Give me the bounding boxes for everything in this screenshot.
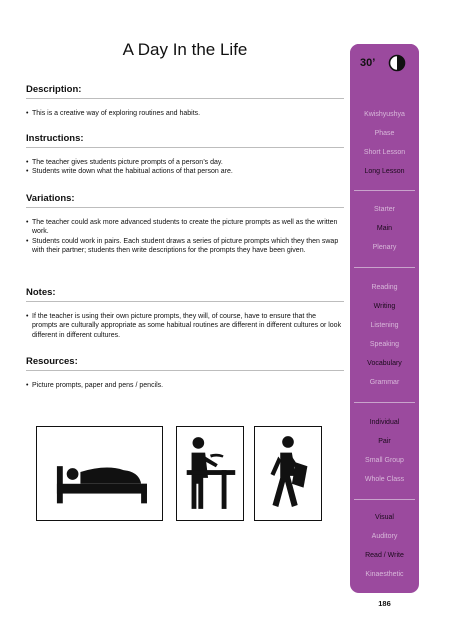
half-clock-icon [388,54,406,72]
variations-heading: Variations: [26,193,75,204]
person-eating-at-table-icon [177,427,243,520]
resources-divider [26,370,344,371]
sidebar-item-small-group: Small Group [365,457,404,464]
notes-divider [26,301,344,302]
person-walking-with-book-icon [255,427,321,520]
sidebar-item-reading: Reading [371,284,398,291]
sidebar-item-writing: Writing [373,303,396,310]
page-title: A Day In the Life [122,40,248,59]
sidebar-item-starter: Starter [373,206,395,213]
sidebar-item-whole-class: Whole Class [364,476,405,483]
lesson-sidebar [350,44,419,593]
picture-prompt-walk [254,426,322,521]
resources-item: • Picture prompts, paper and pens / pencils. [26,381,342,390]
sidebar-item-pair: Pair [378,438,391,445]
variations-item: • The teacher could ask more advanced students to create the picture prompts as well as the written work. [26,218,342,237]
person-sleeping-in-bed-icon [37,427,162,520]
picture-prompt-eat [176,426,244,521]
sidebar-item-grammar: Grammar [369,379,400,386]
sidebar-divider [354,190,415,191]
resources-list [26,381,342,390]
picture-prompt-sleep [36,426,163,521]
description-item: • This is a creative way of exploring routines and habits. [26,109,342,118]
description-heading: Description: [26,84,82,95]
description-list [26,109,342,118]
instructions-item: • The teacher gives students picture prompts of a person’s day. [26,158,342,167]
sidebar-item-individual: Individual [369,419,400,426]
sidebar-divider [354,499,415,500]
instructions-item: • Students write down what the habitual actions of that person are. [26,167,342,176]
notes-item: • If the teacher is using their own picture prompts, they will, of course, have to ensure that the prompts are culturally appropriate as some habitual routines are different in different cultures or look different in different cultures. [26,312,342,340]
instructions-divider [26,147,344,148]
duration-label: 30’ [360,57,376,69]
variations-item: • Students could work in pairs. Each student draws a series of picture prompts which they then swap with their partner; students then write descriptions for the prompts they have been given. [26,237,342,256]
sidebar-divider [354,402,415,403]
page-number: 186 [378,599,391,608]
sidebar-divider [354,267,415,268]
instructions-list [26,158,342,177]
sidebar-item-speaking: Speaking [369,341,400,348]
sidebar-item-visual: Visual [375,514,394,521]
variations-list [26,218,342,256]
variations-divider [26,207,344,208]
sidebar-item-long-lesson: Long Lesson [364,168,405,175]
sidebar-item-main: Main [376,225,393,232]
notes-heading: Notes: [26,287,56,298]
instructions-heading: Instructions: [26,133,84,144]
resources-heading: Resources: [26,356,78,367]
sidebar-item-kwishyushya: Kwishyushya [364,111,405,118]
sidebar-item-phase: Phase [374,130,395,137]
sidebar-item-listening: Listening [370,322,399,329]
sidebar-item-read-write: Read / Write [365,552,404,559]
description-divider [26,98,344,99]
sidebar-item-plenary: Plenary [372,244,397,251]
duration-box [350,44,419,84]
sidebar-item-vocabulary: Vocabulary [367,360,402,367]
sidebar-item-kinaesthetic: Kinaesthetic [365,571,404,578]
sidebar-item-short-lesson: Short Lesson [363,149,406,156]
notes-list [26,312,342,340]
sidebar-item-auditory: Auditory [371,533,398,540]
